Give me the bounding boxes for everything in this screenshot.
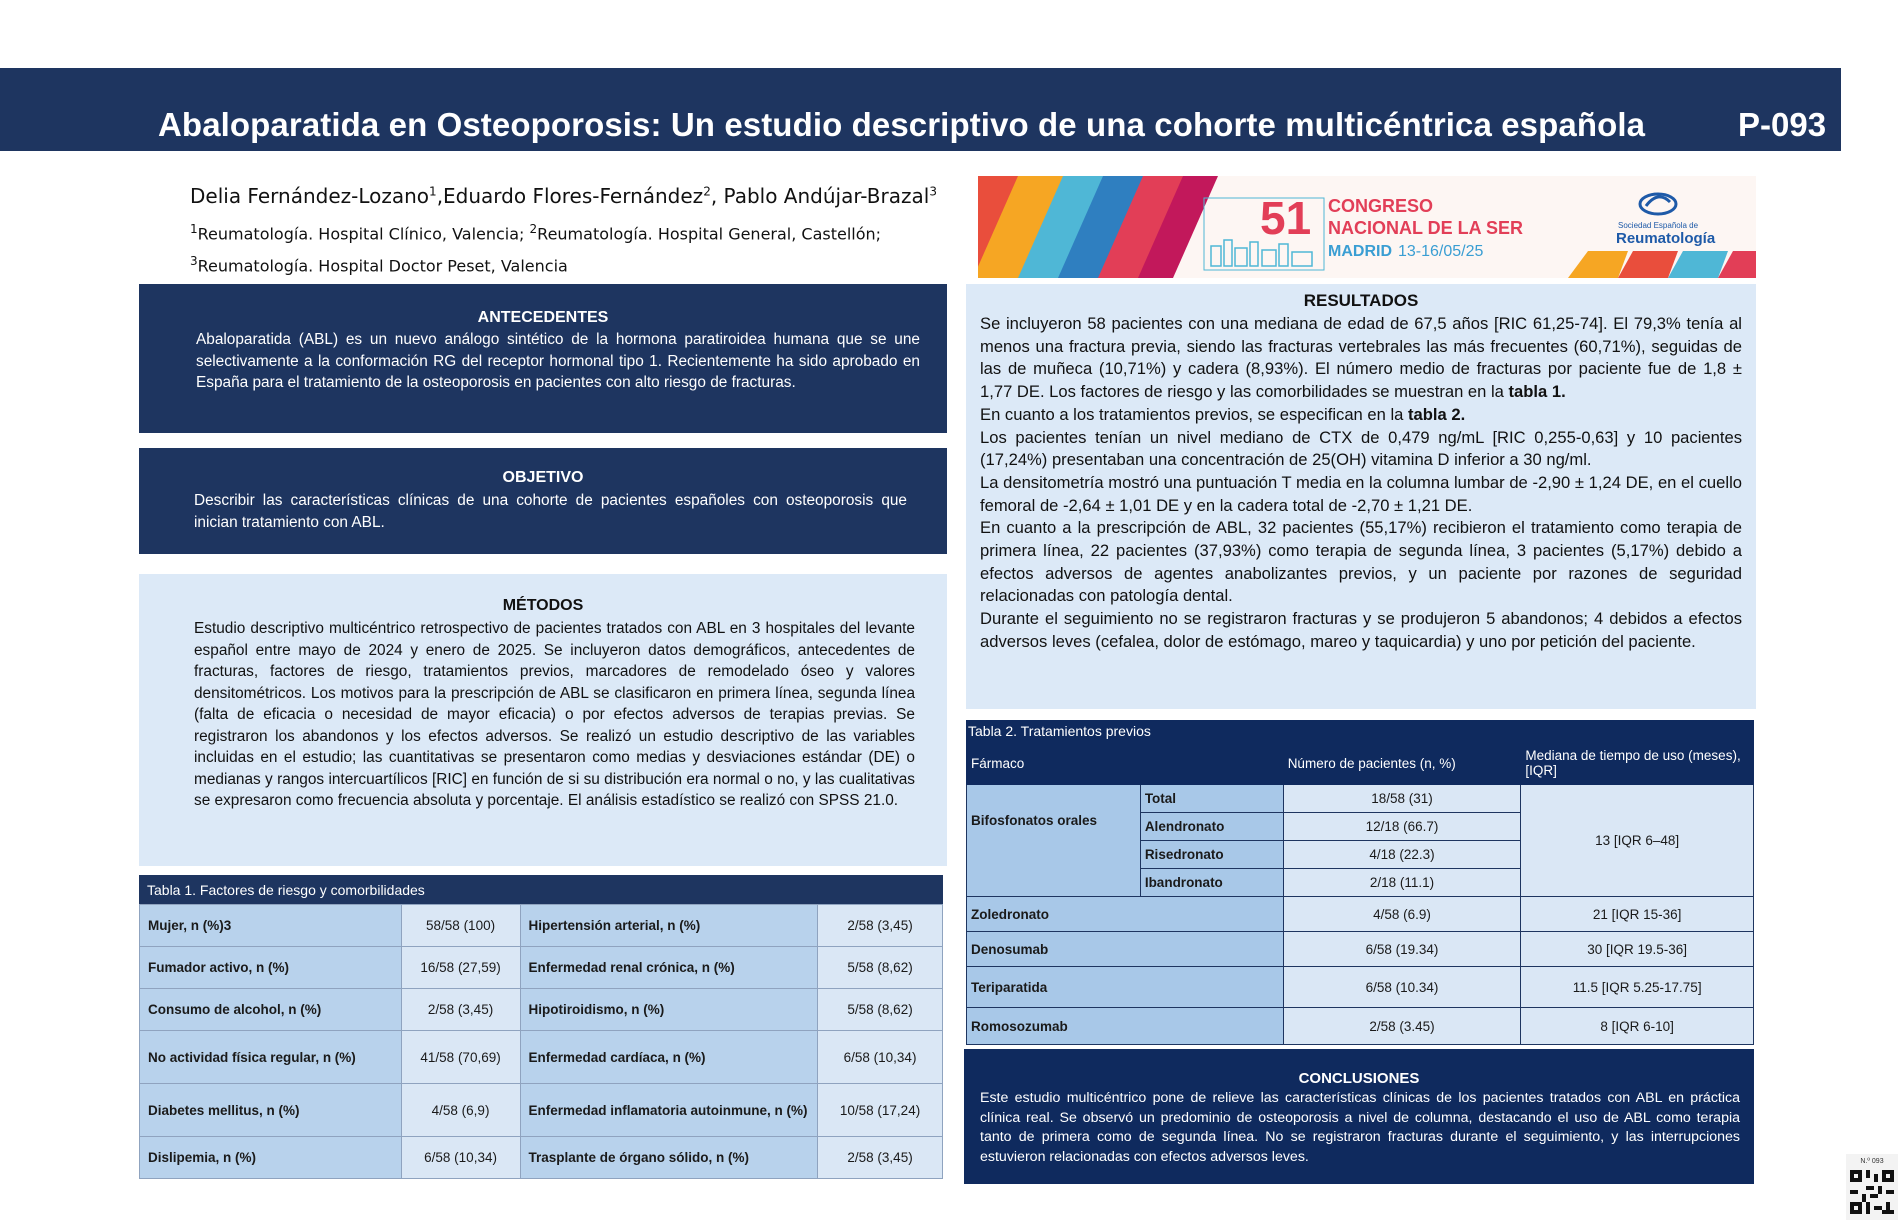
tabla2-ref: tabla 2. <box>1408 404 1466 424</box>
conclusiones-title: CONCLUSIONES <box>1298 1070 1420 1087</box>
sub-drug: Risedronato <box>1140 841 1283 869</box>
row-value: 5/58 (8,62) <box>818 947 943 989</box>
tabla1-table <box>139 875 943 1179</box>
row-value: 2/58 (3,45) <box>818 1137 943 1179</box>
row-value: 5/58 (8,62) <box>818 989 943 1031</box>
banner-stripe <box>1618 251 1678 278</box>
author-name: , Pablo Andújar-Brazal <box>710 184 930 208</box>
sub-drug: Total <box>1140 785 1283 813</box>
author-sup: 3 <box>929 184 937 199</box>
banner-stripe <box>1568 251 1628 278</box>
row-label: Hipotiroidismo, n (%) <box>520 989 818 1031</box>
affiliation-sup: 3 <box>190 254 198 268</box>
table-row <box>967 1008 1754 1045</box>
table-row <box>140 1137 943 1179</box>
antecedentes-text: Abaloparatida (ABL) es un nuevo análogo sintético de la hormona paratiroidea humana que se une selectivamente a la conformación RG del receptor hormonal tipo 1. Recientemente ha sido aprobado en España para el tratamiento de la osteoporosis en pacientes con alto riesgo de fracturas. <box>196 331 920 391</box>
table-row <box>140 947 943 989</box>
author-sup: 1 <box>429 184 437 199</box>
metodos-title: MÉTODOS <box>502 597 584 614</box>
row-label: Enfermedad cardíaca, n (%) <box>520 1031 818 1084</box>
affiliation: Reumatología. Hospital Clínico, Valencia; <box>197 224 530 244</box>
author-name: ,Eduardo Flores-Fernández <box>436 184 704 208</box>
objetivo-text: Describir las características clínicas de una cohorte de pacientes españoles con osteoporosis que inician tratamiento con ABL. <box>194 492 907 531</box>
antecedentes-box <box>139 284 947 433</box>
tabla2-caption: Tabla 2. Tratamientos previos <box>966 720 1754 741</box>
tabla2 <box>966 720 1754 1045</box>
patients-value: 18/58 (31) <box>1283 785 1521 813</box>
congress-banner <box>978 176 1756 278</box>
patients-value: 2/18 (11.1) <box>1283 869 1521 897</box>
qr-code[interactable] <box>1846 1154 1898 1220</box>
conclusiones-text: Este estudio multicéntrico pone de relieve las características clínicas de los pacientes tratados con ABL en práctica clínica real. Se observó un predominio de osteoporosis a nivel de columna, destacando el uso de ABL como terapia tanto de primera como de segunda línea. No se registraron fracturas durante el seguimiento, y las interrupciones estuvieron relacionadas con efectos adversos leves. <box>980 1090 1740 1165</box>
row-label: Consumo de alcohol, n (%) <box>140 989 402 1031</box>
row-label: Hipertensión arterial, n (%) <box>520 905 818 947</box>
patients-value: 4/18 (22.3) <box>1283 841 1521 869</box>
row-value: 41/58 (70,69) <box>401 1031 520 1084</box>
table-row <box>140 989 943 1031</box>
row-label: Enfermedad renal crónica, n (%) <box>520 947 818 989</box>
resultados-box <box>966 284 1756 709</box>
resultados-title: RESULTADOS <box>1303 291 1419 310</box>
row-label: No actividad física regular, n (%) <box>140 1031 402 1084</box>
row-value: 4/58 (6,9) <box>401 1084 520 1137</box>
antecedentes-title: ANTECEDENTES <box>477 309 609 326</box>
affiliations-line <box>190 254 568 275</box>
banner-number: 51 <box>1260 192 1312 244</box>
row-value: 16/58 (27,59) <box>401 947 520 989</box>
patients-value: 6/58 (19.34) <box>1283 932 1521 967</box>
row-value: 2/58 (3,45) <box>401 989 520 1031</box>
objetivo-title: OBJETIVO <box>502 469 584 486</box>
row-value: 10/58 (17,24) <box>818 1084 943 1137</box>
table-row <box>967 932 1754 967</box>
author-sup: 2 <box>703 184 711 199</box>
resultados-p1: Se incluyeron 58 pacientes con una mediana de edad de 67,5 años [RIC 61,25-74]. El 79,3% tenía al menos una fractura previa, siendo las fracturas vertebrales las más frecuentes (60,71%), seguidas de las de muñeca (10,71%) y cadera (8,93%). El número medio de fracturas por paciente fue de 1,8 ± 1,77 DE. Los factores de riesgo y las comorbilidades se muestran en la <box>980 314 1742 402</box>
affiliation-sup: 1 <box>190 222 198 236</box>
row-label: Fumador activo, n (%) <box>140 947 402 989</box>
society-name: Reumatología <box>1616 230 1716 247</box>
table-row <box>140 905 943 947</box>
banner-city: MADRID <box>1328 243 1392 260</box>
resultados-p6: Durante el seguimiento no se registraron fracturas y se produjeron 5 abandonos; 4 debidos a efectos adversos leves (cefalea, dolor de estómago, mareo y taquicardia) y uno por petición del paciente. <box>980 609 1742 651</box>
sub-drug: Ibandronato <box>1140 869 1283 897</box>
affiliation: Reumatología. Hospital Doctor Peset, Valencia <box>197 256 568 276</box>
tabla2-table <box>966 720 1754 1045</box>
resultados-p3: Los pacientes tenían un nivel mediano de CTX de 0,479 ng/mL [RIC 0,255-0,63] y 10 pacientes (17,24%) presentaban una concentración de 25(OH) vitamina D inferior a 30 ng/ml. <box>980 427 1742 470</box>
authors <box>190 184 937 208</box>
resultados-text <box>980 313 1742 654</box>
metodos-text: Estudio descriptivo multicéntrico retrospectivo de pacientes tratados con ABL en 3 hospitales del levante español entre mayo de 2024 y enero de 2025. Se incluyeron datos demográficos, antecedentes de fracturas, factores de riesgo, tratamientos previos, marcadores de remodelado óseo y valores densitométricos. Los motivos para la prescripción de ABL se clasificaron en primera línea, segunda línea (falta de eficacia o necesidad de mayor eficacia) o por efectos adversos de terapias previas. Se registraron los abandonos y los efectos adversos. Se realizó un estudio descriptivo de las variables incluidas en el estudio; las cuantitativas se presentaron como medias y desviaciones estándar (DE) o medianas y rangos intercuartílicos [RIC] en función de si su distribución era normal o no, y las cualitativas se expresaron como frecuencia absoluta y porcentaje. El análisis estadístico se realizó con SPSS 21.0. <box>194 620 915 809</box>
drug-name: Teriparatida <box>967 967 1284 1008</box>
patients-value: 4/58 (6.9) <box>1283 897 1521 932</box>
time-value: 21 [IQR 15-36] <box>1521 897 1754 932</box>
row-value: 6/58 (10,34) <box>401 1137 520 1179</box>
qr-code-icon <box>1850 1170 1894 1214</box>
society-small: Sociedad Española de <box>1618 221 1699 230</box>
row-value: 58/58 (100) <box>401 905 520 947</box>
table-header-row <box>967 742 1754 785</box>
table-row <box>967 967 1754 1008</box>
resultados-paragraph <box>980 313 1742 404</box>
banner-stripe <box>1668 251 1728 278</box>
drug-name: Denosumab <box>967 932 1284 967</box>
time-value: 30 [IQR 19.5-36] <box>1521 932 1754 967</box>
time-value: 11.5 [IQR 5.25-17.75] <box>1521 967 1754 1008</box>
row-value: 2/58 (3,45) <box>818 905 943 947</box>
table-row <box>140 1084 943 1137</box>
banner-line2: NACIONAL DE LA SER <box>1328 218 1524 238</box>
metodos-box <box>139 574 947 866</box>
affiliation: Reumatología. Hospital General, Castellón; <box>537 224 882 244</box>
resultados-p5: En cuanto a la prescripción de ABL, 32 pacientes (55,17%) recibieron el tratamiento como terapia de primera línea, 22 pacientes (37,93%) como terapia de segunda línea, 3 pacientes (5,17%) debido a efectos adversos de agentes anabolizantes previos, y un paciente por razones de seguridad relacionadas con patología dental. <box>980 518 1742 606</box>
row-label: Dislipemia, n (%) <box>140 1137 402 1179</box>
affiliations-line <box>190 222 881 243</box>
patients-value: 6/58 (10.34) <box>1283 967 1521 1008</box>
table-row <box>967 785 1754 813</box>
row-label: Trasplante de órgano sólido, n (%) <box>520 1137 818 1179</box>
author-name: Delia Fernández-Lozano <box>190 184 430 208</box>
poster-code: P-093 <box>1738 106 1827 143</box>
col-header: Mediana de tiempo de uso (meses), [IQR] <box>1521 742 1754 785</box>
qr-label: N.º 093 <box>1860 1158 1884 1165</box>
col-header: Número de pacientes (n, %) <box>1283 742 1521 785</box>
resultados-p4: La densitometría mostró una puntuación T media en la columna lumbar de -2,90 ± 1,24 DE, en el cuello femoral de -2,64 ± 1,01 DE y en la cadera total de -2,70 ± 1,21 DE. <box>980 472 1742 515</box>
time-value: 13 [IQR 6–48] <box>1521 785 1754 897</box>
ser-logo-icon <box>1640 194 1676 214</box>
row-label: Diabetes mellitus, n (%) <box>140 1084 402 1137</box>
table-row <box>140 1031 943 1084</box>
banner-dates: 13-16/05/25 <box>1398 243 1484 260</box>
tabla1-caption: Tabla 1. Factores de riesgo y comorbilidades <box>139 875 943 904</box>
patients-value: 12/18 (66.7) <box>1283 813 1521 841</box>
tabla1 <box>139 875 943 1179</box>
poster-title: Abaloparatida en Osteoporosis: Un estudio descriptivo de una cohorte multicéntrica española <box>158 106 1646 143</box>
affiliation-sup: 2 <box>529 222 538 236</box>
table-row <box>967 897 1754 932</box>
resultados-paragraph <box>980 404 1742 427</box>
patients-value: 2/58 (3.45) <box>1283 1008 1521 1045</box>
banner-line1: CONGRESO <box>1328 196 1434 216</box>
drug-name: Bifosfonatos orales <box>967 785 1141 897</box>
time-value: 8 [IQR 6-10] <box>1521 1008 1754 1045</box>
drug-name: Romosozumab <box>967 1008 1284 1045</box>
row-value: 6/58 (10,34) <box>818 1031 943 1084</box>
resultados-p2: En cuanto a los tratamientos previos, se especifican en la <box>980 404 1408 424</box>
sub-drug: Alendronato <box>1140 813 1283 841</box>
objetivo-box <box>139 448 947 554</box>
row-label: Enfermedad inflamatoria autoinmune, n (%) <box>520 1084 818 1137</box>
tabla1-ref: tabla 1. <box>1508 382 1566 402</box>
banner-graphic <box>978 176 1756 278</box>
conclusiones-box <box>964 1049 1754 1184</box>
drug-name: Zoledronato <box>967 897 1284 932</box>
col-header: Fármaco <box>967 742 1284 785</box>
row-label: Mujer, n (%)3 <box>140 905 402 947</box>
